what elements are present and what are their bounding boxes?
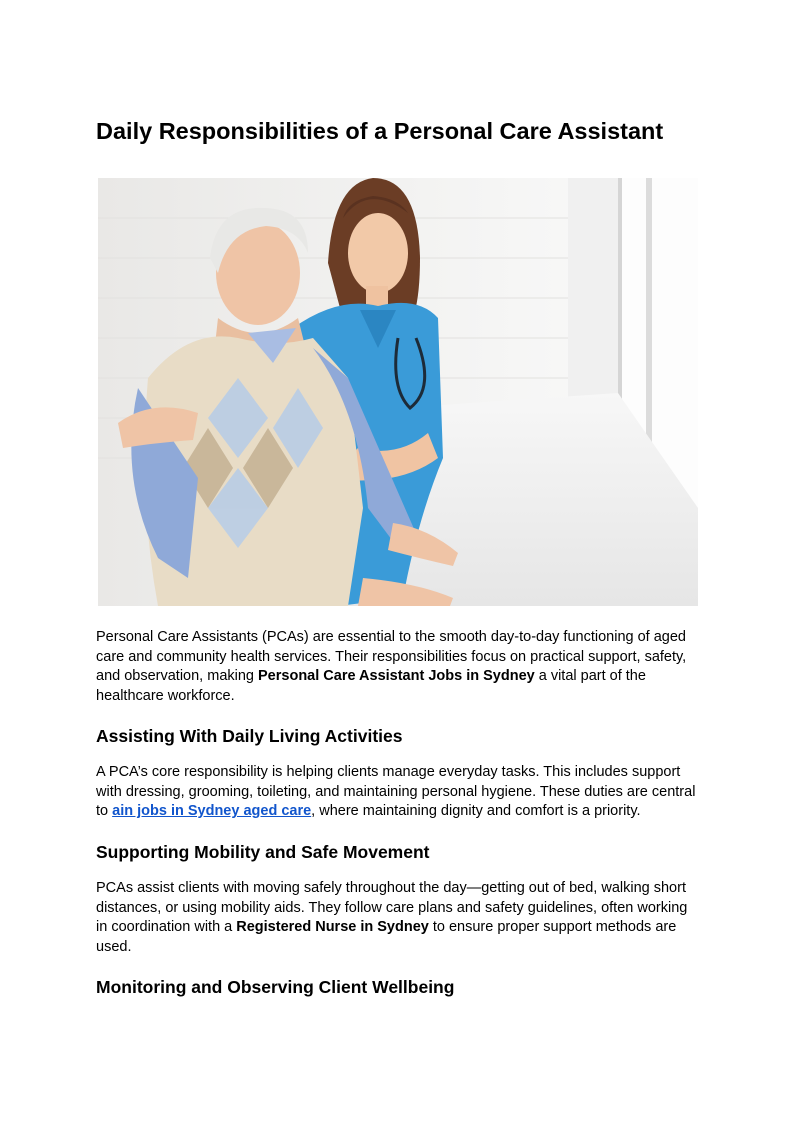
daily-living-paragraph [96,763,698,822]
mobility-text-1: PCAs assist clients with moving safely throughout the day—getting out of bed, walking short distances, or using mobility aids. They follow care plans and safety guidelines, often working in coordination with a [96,880,688,935]
daily-living-text-2: , where maintaining dignity and comfort is a priority. [311,803,641,819]
intro-bold-phrase: Personal Care Assistant Jobs in Sydney [258,668,535,684]
section-heading-monitoring: Monitoring and Observing Client Wellbeing [96,977,455,997]
section-heading-daily-living: Assisting With Daily Living Activities [96,726,403,746]
section-heading-mobility: Supporting Mobility and Safe Movement [96,842,430,862]
page-title: Daily Responsibilities of a Personal Care Assistant [96,118,664,144]
mobility-text-2: to ensure proper support methods are used. [96,919,677,955]
mobility-paragraph [96,879,698,957]
intro-paragraph [96,628,698,706]
aged-care-jobs-link[interactable]: ain jobs in Sydney aged care [112,803,312,819]
caregiver-photo [98,178,698,606]
mobility-bold-phrase: Registered Nurse in Sydney [236,919,429,935]
intro-text-2: a vital part of the healthcare workforce. [96,668,646,704]
intro-text-1: Personal Care Assistants (PCAs) are essential to the smooth day-to-day functioning of aged care and community health services. Their responsibilities focus on practical support, safety, and observation, making [96,629,687,684]
caregiver-with-elderly-man-icon [98,178,698,606]
daily-living-text-1: A PCA’s core responsibility is helping clients manage everyday tasks. This includes support with dressing, grooming, toileting, and maintaining personal hygiene. These duties are central to [96,764,696,819]
